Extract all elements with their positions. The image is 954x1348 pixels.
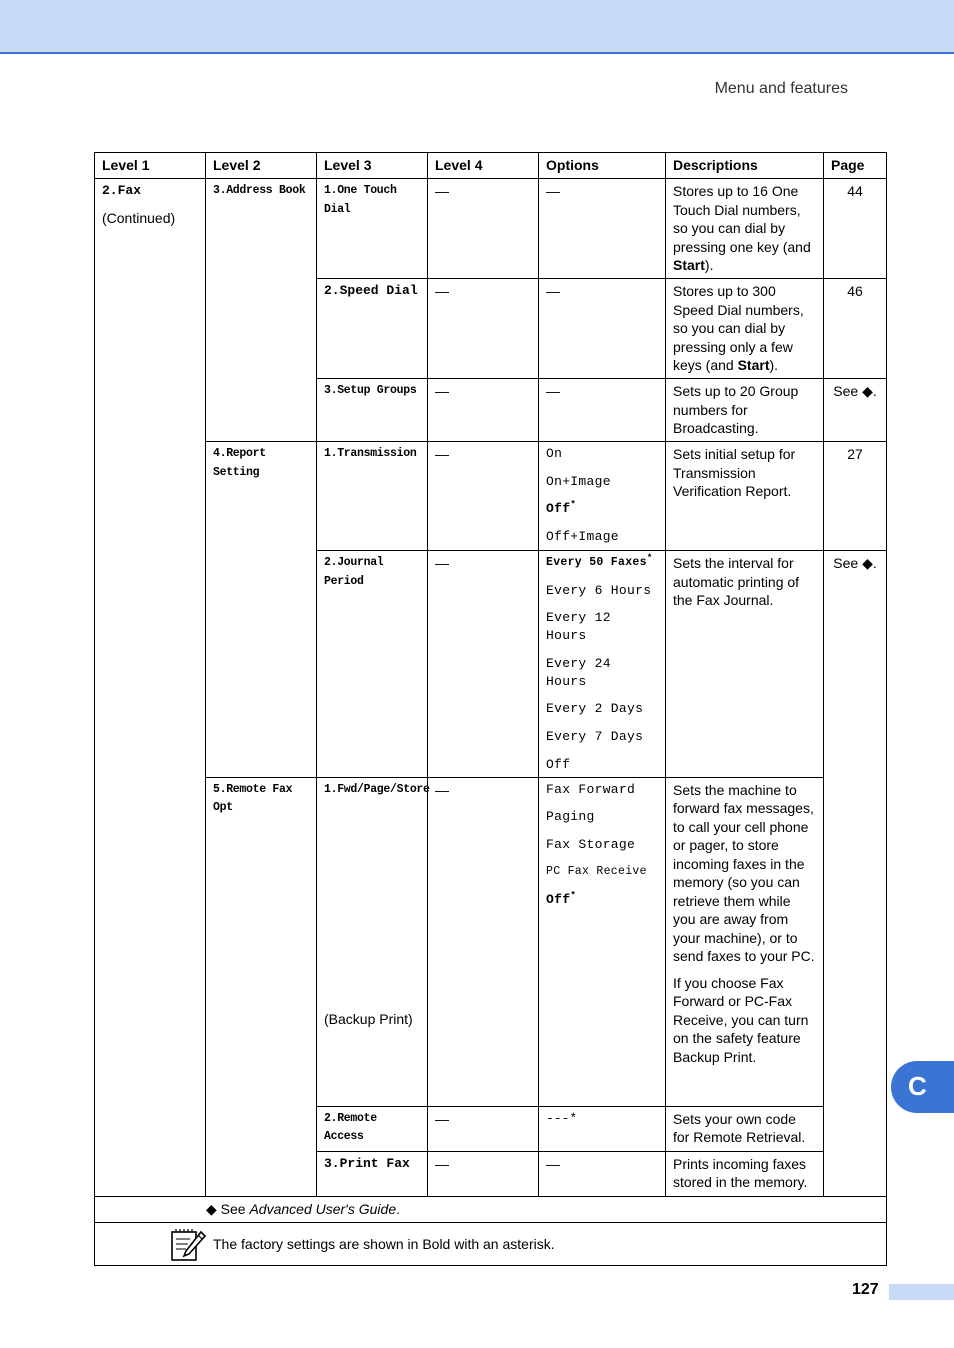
col-header-options: Options [539,153,666,179]
level4-cell: — [428,551,539,778]
description-cell: Sets the interval for automatic printing of the Fax Journal. [666,551,824,778]
options-cell: — [539,279,666,379]
col-header-level4: Level 4 [428,153,539,179]
option-item-default [546,554,658,572]
option-label: Off [546,501,571,517]
option-item: On [546,446,563,461]
note-cell [95,1222,887,1265]
col-header-level2: Level 2 [206,153,317,179]
page-number-bar [889,1284,954,1300]
page-ref: See ◆. [824,551,887,1197]
description-cell: Sets initial setup for Transmission Verification Report. [666,442,824,551]
level4-cell: — [428,1151,539,1196]
level4-cell: — [428,179,539,279]
desc-text: Stores up to 300 Speed Dial numbers, so you can dial by pressing only a few keys (and [673,283,804,373]
desc-paragraph: If you choose Fax Forward or PC-Fax Receive, you can turn on the safety feature Backup Print. [673,974,809,1065]
level4-cell: — [428,442,539,551]
col-header-descriptions: Descriptions [666,153,824,179]
top-banner [0,0,954,54]
level4-cell: — [428,1106,539,1151]
continued-label: (Continued) [102,209,176,226]
footnote-ref: Advanced User's Guide [249,1200,397,1217]
option-item: Every 24 Hours [546,655,611,689]
option-item-default [546,891,658,909]
option-item: Every 7 Days [546,728,644,744]
note-row [95,1222,887,1265]
running-header: Menu and features [714,80,848,97]
level3-journal-period: 2.Journal Period [317,551,428,778]
col-header-level1: Level 1 [95,153,206,179]
description-cell [666,279,824,379]
level3-fwd-page-store [317,777,428,1106]
option-item: PC Fax Receive [546,865,647,879]
level4-cell: — [428,379,539,442]
level1-cell [95,179,206,1197]
footnote-suffix: . [396,1200,400,1217]
level3-label: 1.Fwd/Page/Store [324,782,430,796]
options-cell: — [539,1151,666,1196]
level3-speed-dial: 2.Speed Dial [317,279,428,379]
menu-table [94,152,887,1266]
level4-cell: — [428,279,539,379]
start-key-label: Start [673,257,705,273]
table-row [95,442,887,551]
description-cell: Sets up to 20 Group numbers for Broadcasting. [666,379,824,442]
option-label: Every 50 Faxes [546,556,647,569]
level3-one-touch-dial: 1.One Touch Dial [317,179,428,279]
options-cell [539,777,666,1106]
desc-text: ). [769,357,779,373]
description-cell [666,179,824,279]
option-item: Off [546,756,571,772]
start-key-label: Start [737,357,770,373]
backup-print-label: (Backup Print) [324,1010,413,1027]
footnote-row [95,1196,887,1222]
option-item: Paging [546,809,595,825]
level3-setup-groups: 3.Setup Groups [317,379,428,442]
options-cell: — [539,179,666,279]
desc-text: ). [704,257,714,273]
option-item: Every 12 Hours [546,610,611,644]
option-item: On+Image [546,473,611,489]
page-ref: 27 [824,442,887,551]
level3-print-fax: 3.Print Fax [317,1151,428,1196]
default-asterisk: * [570,890,577,901]
description-cell: Prints incoming faxes stored in the memory. [666,1151,824,1196]
level3-transmission: 1.Transmission [317,442,428,551]
level2-report-setting: 4.Report Setting [206,442,317,778]
footnote-prefix: ◆ See [206,1200,250,1217]
chapter-tab-letter: C [908,1071,927,1101]
default-asterisk: * [646,553,653,564]
level1-label: 2.Fax [102,183,142,198]
desc-paragraph: Sets the machine to forward fax messages, to call your cell phone or pager, to store incoming faxes in the memory (so you can retrieve them while you are away from your machine), or to send faxes to your PC. [673,781,815,965]
level2-remote-fax-opt: 5.Remote Fax Opt [206,777,317,1196]
option-item: Fax Storage [546,836,636,852]
note-text: The factory settings are shown in Bold with an asterisk. [213,1235,555,1252]
table-row [95,179,887,279]
option-item-default [546,500,658,518]
chapter-tab [891,1061,954,1113]
option-item: Fax Forward [546,781,636,797]
page-ref: See ◆. [824,379,887,442]
option-item: Every 2 Days [546,701,644,717]
option-label: Off [546,891,571,907]
note-pencil-icon [170,1228,206,1262]
page-number: 127 [852,1281,879,1298]
page-ref: 44 [824,179,887,279]
table-row [95,777,887,1106]
header-row [95,153,887,179]
option-item: Every 6 Hours [546,582,652,598]
options-cell: — [539,379,666,442]
level2-address-book: 3.Address Book [206,179,317,442]
page-ref: 46 [824,279,887,379]
default-asterisk: * [570,499,577,510]
footnote [95,1196,887,1222]
description-cell: Sets your own code for Remote Retrieval. [666,1106,824,1151]
option-item: Off+Image [546,528,619,544]
options-cell [539,551,666,778]
col-header-level3: Level 3 [317,153,428,179]
desc-text: Stores up to 16 One Touch Dial numbers, so you can dial by pressing one key (and [673,183,811,255]
level3-remote-access: 2.Remote Access [317,1106,428,1151]
options-cell [539,442,666,551]
description-cell [666,777,824,1106]
level4-cell: — [428,777,539,1106]
options-cell: ---* [539,1106,666,1151]
col-header-page: Page [824,153,887,179]
